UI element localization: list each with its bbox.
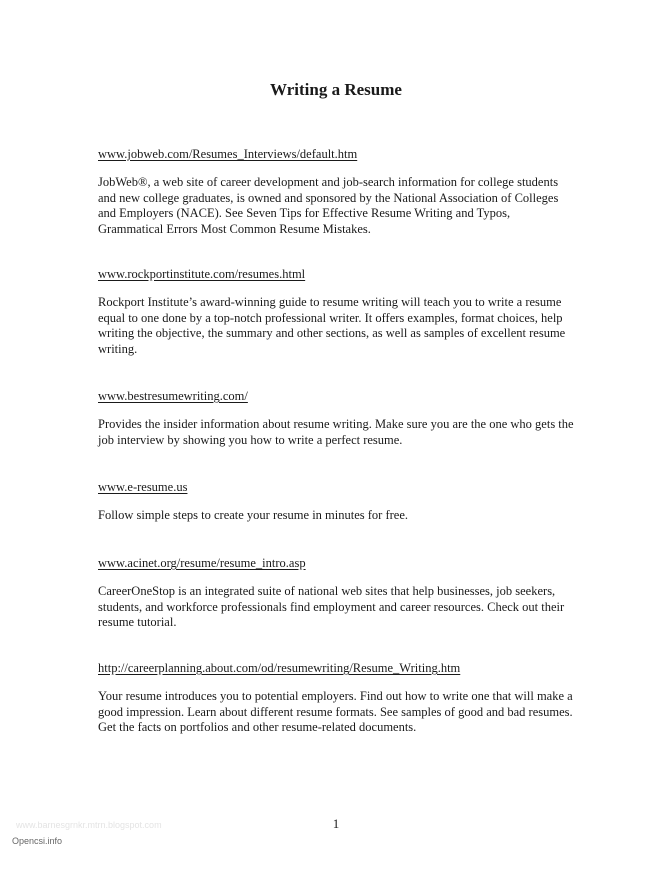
page-number: 1 — [332, 816, 340, 831]
resource-description-acinet: CareerOneStop is an integrated suite of national web sites that help businesses, job seekers, students, and workforce professionals find employment and career resources. Check out their resume tutorial. — [98, 584, 565, 629]
resource-link-bestresumewriting[interactable]: www.bestresumewriting.com/ — [98, 389, 248, 403]
resource-link-e-resume[interactable]: www.e-resume.us — [98, 480, 188, 494]
resource-description-jobweb: JobWeb®, a web site of career development and job-search information for college students and new college graduates, is owned and sponsored by the National Association of Colleges and Employers (NACE). See Seven Tips for Effective Resume Writing and Typos, Grammatical Errors Most Common Resume Mistakes. — [98, 175, 559, 236]
resource-description-bestresumewriting: Provides the insider information about resume writing. Make sure you are the one who gets the job interview by showing you how to write a perfect resume. — [98, 417, 574, 447]
resource-entry-bestresumewriting — [98, 388, 576, 448]
resource-entry-e-resume — [98, 479, 576, 524]
document-title: Writing a Resume — [270, 80, 402, 99]
resource-entry-jobweb — [98, 146, 576, 237]
faint-watermark: www.barnesgrnkr.mtrn.blogspot.com — [16, 820, 162, 830]
resource-link-acinet[interactable]: www.acinet.org/resume/resume_intro.asp — [98, 556, 306, 570]
watermark: Opencsi.info — [12, 836, 63, 846]
resource-link-jobweb[interactable]: www.jobweb.com/Resumes_Interviews/default.htm — [98, 147, 358, 161]
resource-link-rockport[interactable]: www.rockportinstitute.com/resumes.html — [98, 267, 306, 281]
resource-description-rockport: Rockport Institute’s award-winning guide to resume writing will teach you to write a resume equal to one done by a top-notch professional writer. It offers examples, format choices, help writing the objective, the summary and other sections, as well as samples of excellent resume writing. — [98, 295, 566, 356]
resource-link-careerplanning[interactable]: http://careerplanning.about.com/od/resumewriting/Resume_Writing.htm — [98, 661, 461, 675]
resource-description-e-resume: Follow simple steps to create your resume in minutes for free. — [98, 508, 408, 522]
resource-description-careerplanning: Your resume introduces you to potential employers. Find out how to write one that will make a good impression. Learn about different resume formats. See samples of good and bad resumes. Get the facts on portfolios and other resume-related documents. — [98, 689, 573, 734]
resource-entry-rockport — [98, 266, 576, 357]
resource-entry-careerplanning — [98, 660, 576, 736]
resource-entry-acinet — [98, 555, 576, 631]
